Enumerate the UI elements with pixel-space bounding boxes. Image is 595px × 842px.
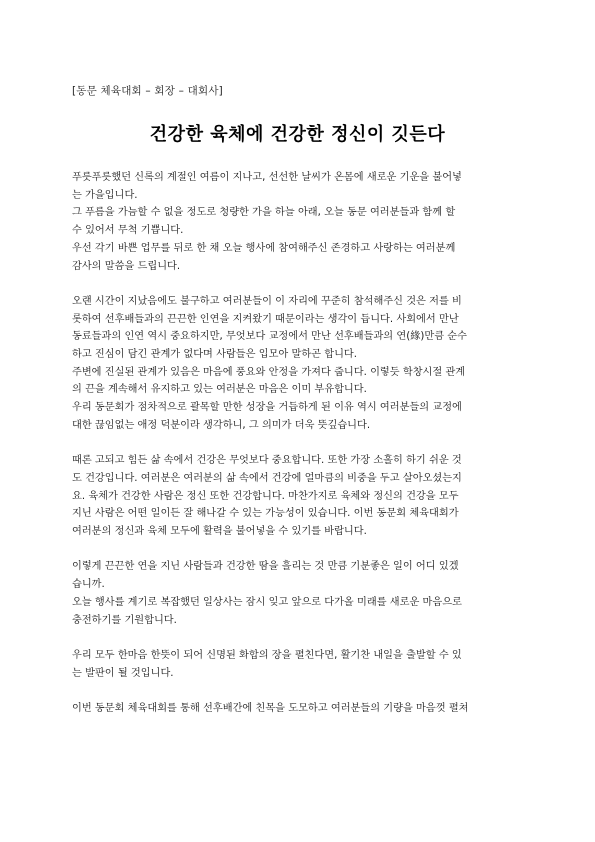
text-line: 지닌 사람은 어떤 일이든 잘 해나갈 수 있는 가능성이 있습니다. 이번 동문회 체육대회가	[72, 508, 459, 520]
document-title: 건강한 육체에 건강한 정신이 깃든다	[149, 124, 446, 145]
text-line: 의 끈을 계속해서 유지하고 있는 여러분은 마음은 이미 부유합니다.	[72, 384, 367, 396]
paragraph-gap	[72, 275, 524, 293]
text-line: 는 가을입니다.	[72, 189, 138, 201]
paragraph	[72, 169, 524, 275]
paragraph-gap	[72, 435, 524, 453]
text-line: 습니까.	[72, 579, 105, 591]
paragraph	[72, 452, 524, 541]
text-line: 오늘 행사를 계기로 복잡했던 일상사는 잠시 잊고 앞으로 다가올 미래를 새로운 마음으로	[72, 596, 462, 608]
text-line: 대한 끊임없는 애정 덕분이라 생각하니, 그 의미가 더욱 뜻깊습니다.	[72, 419, 371, 431]
text-line: 우리 모두 한마음 한뜻이 되어 신명된 화합의 장을 펼친다면, 활기찬 내일을 출발할 수 있	[72, 649, 462, 661]
text-line: 푸릇푸릇했던 신록의 계절인 여름이 지나고, 선선한 날씨가 온몸에 새로운 기운을 불어넣	[72, 172, 462, 183]
text-line: 오랜 시간이 지났음에도 불구하고 여러분들이 이 자리에 꾸준히 참석해주신 것은 저를 비	[72, 295, 462, 307]
text-line: 여러분의 정신과 육체 모두에 활력을 불어넣을 수 있기를 바랍니다.	[72, 526, 367, 538]
text-line: 요. 육체가 건강한 사람은 정신 또한 건강합니다. 마찬가지로 육체와 정신의 건강을 모두	[72, 490, 459, 502]
text-line: 그 푸름을 가늠할 수 없을 정도로 청량한 가을 하늘 아래, 오늘 동문 여러분들과 함께 할	[72, 207, 456, 219]
text-line: 도 건강입니다. 여러분은 여러분의 삶 속에서 건강에 얼마큼의 비중을 두고 살아오셨는지	[72, 472, 462, 484]
text-line: 우리 동문회가 점차적으로 괄목할 만한 성장을 거듭하게 된 이유 역시 여러분들의 교정에	[72, 402, 462, 414]
text-line: 때론 고되고 힘든 삶 속에서 건강은 무엇보다 중요합니다. 또한 가장 소홀히 하기 쉬운 것	[72, 455, 462, 467]
text-line: 수 있어서 무척 기쁩니다.	[72, 225, 184, 237]
text-line: 감사의 말씀을 드립니다.	[72, 260, 181, 272]
text-line: 는 발판이 될 것입니다.	[72, 667, 174, 679]
text-line: 우선 각기 바쁜 업무를 뒤로 한 채 오늘 행사에 참여해주신 존경하고 사랑하는 여러분께	[72, 242, 456, 254]
text-line: 주변에 진실된 관계가 있음은 마음에 풍요와 안정을 가져다 줍니다. 이렇듯 학창시절 관계	[72, 366, 466, 378]
paragraph-gap	[72, 629, 524, 647]
text-line: 롯하여 선후배들과의 끈끈한 인연을 지켜왔기 때문이라는 생각이 듭니다. 사회에서 만난	[72, 313, 459, 325]
paragraph	[72, 293, 524, 435]
text-line: 이번 동문회 체육대회를 통해 선후배간에 친목을 도모하고 여러분들의 기량을 마음껏 펼쳐	[72, 703, 469, 715]
paragraph	[72, 700, 524, 718]
paragraph	[72, 647, 524, 682]
text-line: 하고 진심이 담긴 관계가 없다며 사람들은 입모아 말하곤 합니다.	[72, 349, 358, 361]
paragraph-gap	[72, 682, 524, 700]
paragraph	[72, 558, 524, 629]
document-body	[72, 169, 524, 718]
text-line: 충전하기를 기원합니다.	[72, 614, 177, 626]
text-line: 이렇게 끈끈한 연을 지닌 사람들과 건강한 땀을 흘리는 것 만큼 기분좋은 일이 어디 있겠	[72, 561, 459, 573]
document-tag: [동문 체육대회 – 회장 – 대회사]	[72, 85, 223, 97]
text-line: 동료들과의 인연 역시 중요하지만, 무엇보다 교정에서 만난 선후배들과의 연(緣)만큼 순수	[72, 331, 467, 343]
paragraph-gap	[72, 541, 524, 559]
